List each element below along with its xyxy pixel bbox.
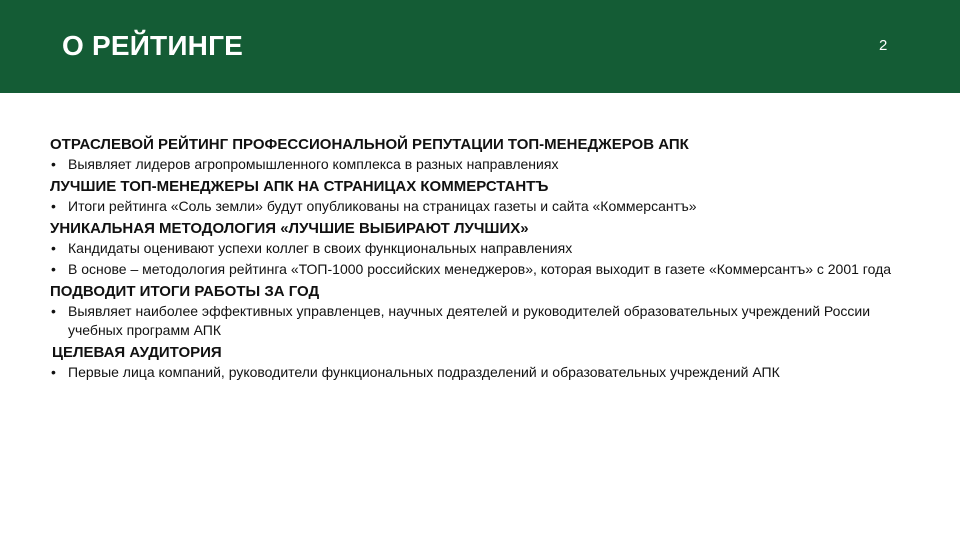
section-annual-results: [50, 282, 910, 340]
section-heading: УНИКАЛЬНАЯ МЕТОДОЛОГИЯ «ЛУЧШИЕ ВЫБИРАЮТ ЛУЧШИХ»: [50, 220, 529, 237]
bullet-list: [50, 302, 910, 340]
list-item-text: Выявляет лидеров агропромышленного комплекса в разных направлениях: [68, 156, 559, 172]
bullet-icon: •: [51, 303, 56, 319]
section-rating-overview: [50, 135, 910, 174]
list-item: [50, 197, 910, 216]
bullet-list: [50, 239, 910, 279]
bullet-list: [50, 363, 910, 382]
list-item: [50, 363, 910, 382]
list-item: [50, 302, 910, 340]
bullet-list: [50, 155, 910, 174]
section-heading: ЛУЧШИЕ ТОП-МЕНЕДЖЕРЫ АПК НА СТРАНИЦАХ КОММЕРСТАНТЪ: [50, 178, 549, 195]
section-methodology: [50, 219, 910, 279]
list-item-text: Итоги рейтинга «Соль земли» будут опубликованы на страницах газеты и сайта «Коммерсантъ»: [68, 198, 697, 214]
section-heading: ОТРАСЛЕВОЙ РЕЙТИНГ ПРОФЕССИОНАЛЬНОЙ РЕПУТАЦИИ ТОП-МЕНЕДЖЕРОВ АПК: [50, 136, 689, 153]
page-number: 2: [879, 37, 888, 54]
section-heading: ЦЕЛЕВАЯ АУДИТОРИЯ: [52, 344, 222, 361]
list-item: [50, 155, 910, 174]
bullet-icon: •: [51, 198, 56, 214]
list-item-text: Первые лица компаний, руководители функциональных подразделений и образовательных учреждений АПК: [68, 364, 780, 380]
section-kommersant: [50, 177, 910, 216]
list-item: [50, 239, 910, 258]
list-item: [50, 260, 910, 279]
section-target-audience: [50, 343, 910, 382]
bullet-icon: •: [51, 240, 56, 256]
section-heading: ПОДВОДИТ ИТОГИ РАБОТЫ ЗА ГОД: [50, 283, 320, 300]
list-item-text: Выявляет наиболее эффективных управленцев, научных деятелей и руководителей образовательных учреждений России учебных программ АПК: [68, 303, 871, 338]
bullet-icon: •: [51, 364, 56, 380]
bullet-list: [50, 197, 910, 216]
bullet-icon: •: [51, 156, 56, 172]
slide-header: [0, 0, 960, 93]
list-item-text: В основе – методология рейтинга «ТОП-1000 российских менеджеров», которая выходит в газете «Коммерсантъ» с 2001 года: [68, 261, 892, 277]
slide-title: О РЕЙТИНГЕ: [62, 30, 244, 61]
list-item-text: Кандидаты оценивают успехи коллег в своих функциональных направлениях: [68, 240, 573, 256]
bullet-icon: •: [51, 261, 56, 277]
slide-content: [50, 135, 910, 384]
